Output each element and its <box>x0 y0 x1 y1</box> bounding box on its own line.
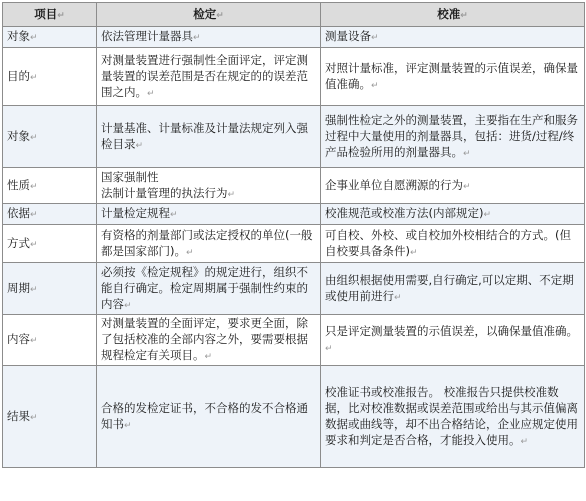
row-verification-cell <box>97 204 321 225</box>
cell-text: 计量检定规程 <box>101 206 170 220</box>
row-item-cell <box>3 168 97 204</box>
paragraph-mark: ↵ <box>371 33 379 43</box>
row-verification-cell <box>97 315 321 366</box>
cell-text: 只是评定测量装置的示值误差，以确保量值准确。 <box>325 324 578 338</box>
cell-text: 校准证书或校准报告。 校准报告只提供校准数据，比对校准数据或误差范围或给出与其示值偏离数据或曲线等，却不出合格结论，企业应规定使用要求和判定是否合格，才能投入使用。 <box>325 384 578 447</box>
header-calibration: 校准↵ <box>321 3 585 27</box>
paragraph-mark: ↵ <box>463 181 471 192</box>
cell-text: 企事业单位自愿溯源的行为 <box>325 177 463 192</box>
paragraph-mark: ↵ <box>460 10 468 21</box>
row-item-cell <box>3 225 97 263</box>
row-calibration-cell <box>321 225 585 263</box>
cell-text: 法制计量管理的执法行为 <box>101 185 228 200</box>
row-item-cell <box>3 48 97 106</box>
row-verification-cell <box>97 48 321 106</box>
cell-text: 由组织根据使用需要,自行确定,可以定期、不定期或使用前进行 <box>325 272 574 303</box>
cell-text: 必须按《检定规程》的规定进行，组织不能自行确定。检定周期属于强制性约束的内容 <box>101 264 308 311</box>
paragraph-mark: ↵ <box>30 284 38 295</box>
cell-text: 可自校、外校、或自校加外校相结合的方式。(但自校要具备条件) <box>325 227 571 258</box>
row-verification-cell <box>97 106 321 168</box>
row-verification-cell <box>97 225 321 263</box>
paragraph-mark: ↵ <box>216 10 224 21</box>
cell-text: 对测量装置进行强制性全面评定，评定测量装置的误差范围是否在规定的的误差范围之内。 <box>101 52 308 99</box>
table-row <box>3 204 585 225</box>
table-row <box>3 366 585 468</box>
paragraph-mark: ↵ <box>520 436 529 447</box>
table-row <box>3 106 585 168</box>
row-item-cell <box>3 27 97 48</box>
cell-text: 对测量装置的全面评定，要求更全面，除了包括校准的全部内容之外，要需要根据规程检定有关项目。 <box>101 316 308 362</box>
cell-text: 对照计量标准，评定测量装置的示值误差，确保量值准确。 <box>325 60 578 91</box>
row-calibration-cell <box>321 106 585 168</box>
row-verification-cell <box>97 168 321 204</box>
table-row <box>3 263 585 315</box>
paragraph-mark: ↵ <box>30 132 38 143</box>
row-calibration-cell <box>321 27 585 48</box>
paragraph-mark: ↵ <box>30 33 38 43</box>
paragraph-mark: ↵ <box>135 140 144 151</box>
paragraph-mark: ↵ <box>170 210 178 220</box>
row-calibration-cell <box>321 168 585 204</box>
paragraph-mark: ↵ <box>371 80 379 91</box>
cell-text: 合格的发检定证书，不合格的发不合格通知书 <box>101 400 308 431</box>
paragraph-mark: ↵ <box>483 210 492 220</box>
cell-text: 对象 <box>7 29 30 43</box>
cell-text: 内容 <box>7 332 30 346</box>
table-row <box>3 48 585 106</box>
cell-text: 依法管理计量器具 <box>101 29 193 43</box>
cell-text: 性质 <box>7 177 30 192</box>
row-calibration-cell <box>321 263 585 315</box>
cell-text: 对象 <box>7 128 30 143</box>
row-item-cell <box>3 366 97 468</box>
header-item: 项目↵ <box>3 3 97 27</box>
paragraph-mark: ↵ <box>30 412 38 423</box>
paragraph-mark: ↵ <box>57 10 65 21</box>
cell-text: 结果 <box>7 408 30 423</box>
paragraph-mark: ↵ <box>30 336 38 346</box>
table-row <box>3 168 585 204</box>
cell-text: 强制性检定之外的测量装置，主要指在生产和服务过程中大量使用的剂量器具，包括：进货/过程/终产品检验所用的剂量器具。 <box>325 112 578 159</box>
cell-text: 周期 <box>7 280 30 295</box>
row-verification-cell <box>97 366 321 468</box>
cell-text: 依据 <box>7 206 30 220</box>
paragraph-mark: ↵ <box>394 292 402 303</box>
paragraph-mark: ↵ <box>30 181 38 192</box>
paragraph-mark: ↵ <box>193 33 201 43</box>
row-item-cell <box>3 204 97 225</box>
cell-text: 国家强制性 <box>101 169 159 184</box>
table-row <box>3 225 585 263</box>
paragraph-mark: ↵ <box>30 72 38 83</box>
row-verification-cell <box>97 263 321 315</box>
paragraph-mark: ↵ <box>147 88 155 99</box>
row-item-cell <box>3 315 97 366</box>
paragraph-mark: ↵ <box>410 247 418 258</box>
row-calibration-cell <box>321 204 585 225</box>
table-row <box>3 27 585 48</box>
paragraph-mark: ↵ <box>227 189 236 200</box>
paragraph-mark: ↵ <box>325 344 333 354</box>
paragraph-mark: ↵ <box>186 247 194 258</box>
cell-text: 有资格的剂量部门或法定授权的单位(一般都是国家部门)。 <box>101 227 313 258</box>
paragraph-mark: ↵ <box>124 420 132 431</box>
cell-text: 方式 <box>7 235 30 250</box>
paragraph-mark: ↵ <box>124 300 132 311</box>
table-row <box>3 315 585 366</box>
cell-text: 测量设备 <box>325 29 371 43</box>
paragraph-mark: ↵ <box>204 352 213 362</box>
row-item-cell <box>3 106 97 168</box>
paragraph-mark: ↵ <box>30 210 38 220</box>
header-row <box>3 3 585 27</box>
paragraph-mark: ↵ <box>463 148 471 159</box>
header-verification: 检定↵ <box>97 3 321 27</box>
comparison-table <box>2 2 585 468</box>
row-calibration-cell <box>321 48 585 106</box>
row-calibration-cell <box>321 315 585 366</box>
row-calibration-cell <box>321 366 585 468</box>
cell-text: 计量基准、计量标准及计量法规定列入强检目录 <box>101 120 308 151</box>
row-verification-cell <box>97 27 321 48</box>
cell-text: 校准规范或校准方法(内部规定) <box>325 206 484 220</box>
cell-text: 目的 <box>7 68 30 83</box>
paragraph-mark: ↵ <box>30 239 38 250</box>
row-item-cell <box>3 263 97 315</box>
